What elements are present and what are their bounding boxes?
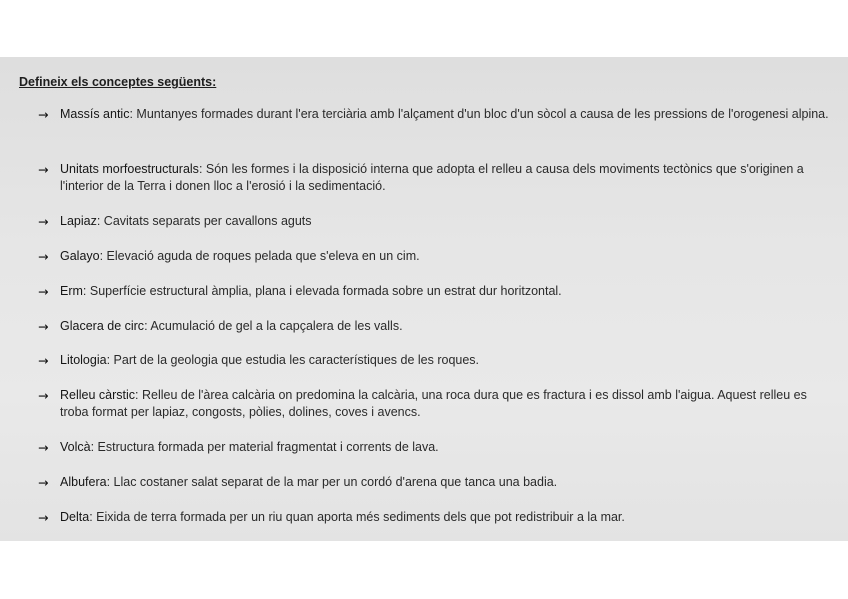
definition-term: Delta <box>60 510 90 524</box>
definition-term: Galayo <box>60 249 100 263</box>
definition-term: Glacera de circ <box>60 319 145 333</box>
definition-body: : Estructura formada per material fragmentat i corrents de lava. <box>90 440 439 454</box>
definition-body: : Part de la geologia que estudia les característiques de les roques. <box>106 353 480 367</box>
definition-term: Albufera <box>60 475 107 489</box>
definition-body: : Elevació aguda de roques pelada que s'eleva en un cim. <box>99 249 420 263</box>
arrow-icon: → <box>38 107 49 122</box>
arrow-icon: → <box>38 319 49 334</box>
definition-body: : Llac costaner salat separat de la mar per un cordó d'arena que tanca una badia. <box>106 475 558 489</box>
arrow-icon: → <box>38 162 49 177</box>
arrow-icon: → <box>38 249 49 264</box>
definition-text <box>60 106 836 123</box>
definition-body: : Relleu de l'àrea calcària on predomina la calcària, una roca dura que es fractura i es dissol amb l'aigua. Aquest relleu es troba format per lapiaz, congosts, pòlies, dolines, coves i avencs. <box>60 388 807 419</box>
definition-text <box>60 509 836 526</box>
arrow-icon: → <box>38 388 49 403</box>
definition-term: Relleu càrstic <box>60 388 136 402</box>
definition-term: Lapiaz <box>60 214 97 228</box>
definition-item-massis-antic <box>38 106 836 123</box>
document-sheet <box>0 57 848 541</box>
definition-body: : Muntanyes formades durant l'era terciària amb l'alçament d'un bloc d'un sòcol a causa de les pressions de l'orogenesi alpina. <box>129 107 829 121</box>
arrow-icon: → <box>38 475 49 490</box>
definition-item-volca <box>38 439 836 456</box>
definition-term: Massís antic <box>60 107 130 121</box>
definition-item-galayo <box>38 248 836 265</box>
definition-text <box>60 248 836 265</box>
definition-body: : Són les formes i la disposició interna que adopta el relleu a causa dels moviments tectònics que s'originen a l'interior de la Terra i donen lloc a l'erosió i la sedimentació. <box>60 162 804 193</box>
definition-text <box>60 161 836 195</box>
definition-text <box>60 213 836 230</box>
definition-item-lapiaz <box>38 213 836 230</box>
definition-item-relleu-carstic <box>38 387 836 421</box>
definition-text <box>60 352 836 369</box>
arrow-icon: → <box>38 510 49 525</box>
definition-text <box>60 283 836 300</box>
arrow-icon: → <box>38 440 49 455</box>
definition-text <box>60 387 836 421</box>
definition-body: : Eixida de terra formada per un riu quan aporta més sediments dels que pot redistribuir a la mar. <box>89 510 625 524</box>
definition-body: : Cavitats separats per cavallons aguts <box>96 214 312 228</box>
arrow-icon: → <box>38 214 49 229</box>
definition-item-litologia <box>38 352 836 369</box>
definition-body: : Acumulació de gel a la capçalera de les valls. <box>144 319 403 333</box>
arrow-icon: → <box>38 284 49 299</box>
definition-text <box>60 439 836 456</box>
definition-item-albufera <box>38 474 836 491</box>
definition-term: Erm <box>60 284 83 298</box>
definition-term: Volcà <box>60 440 91 454</box>
definition-item-glacera-de-circ <box>38 318 836 335</box>
definition-item-erm <box>38 283 836 300</box>
definition-item-unitats-morfoestructurals <box>38 161 836 195</box>
definition-term: Litologia <box>60 353 107 367</box>
definition-text <box>60 474 836 491</box>
arrow-icon: → <box>38 353 49 368</box>
document-heading: Defineix els conceptes següents: <box>19 75 217 89</box>
definition-text <box>60 318 836 335</box>
definition-term: Unitats morfoestructurals <box>60 162 199 176</box>
definition-body: : Superfície estructural àmplia, plana i elevada formada sobre un estrat dur horitzontal. <box>82 284 562 298</box>
definition-item-delta <box>38 509 836 526</box>
